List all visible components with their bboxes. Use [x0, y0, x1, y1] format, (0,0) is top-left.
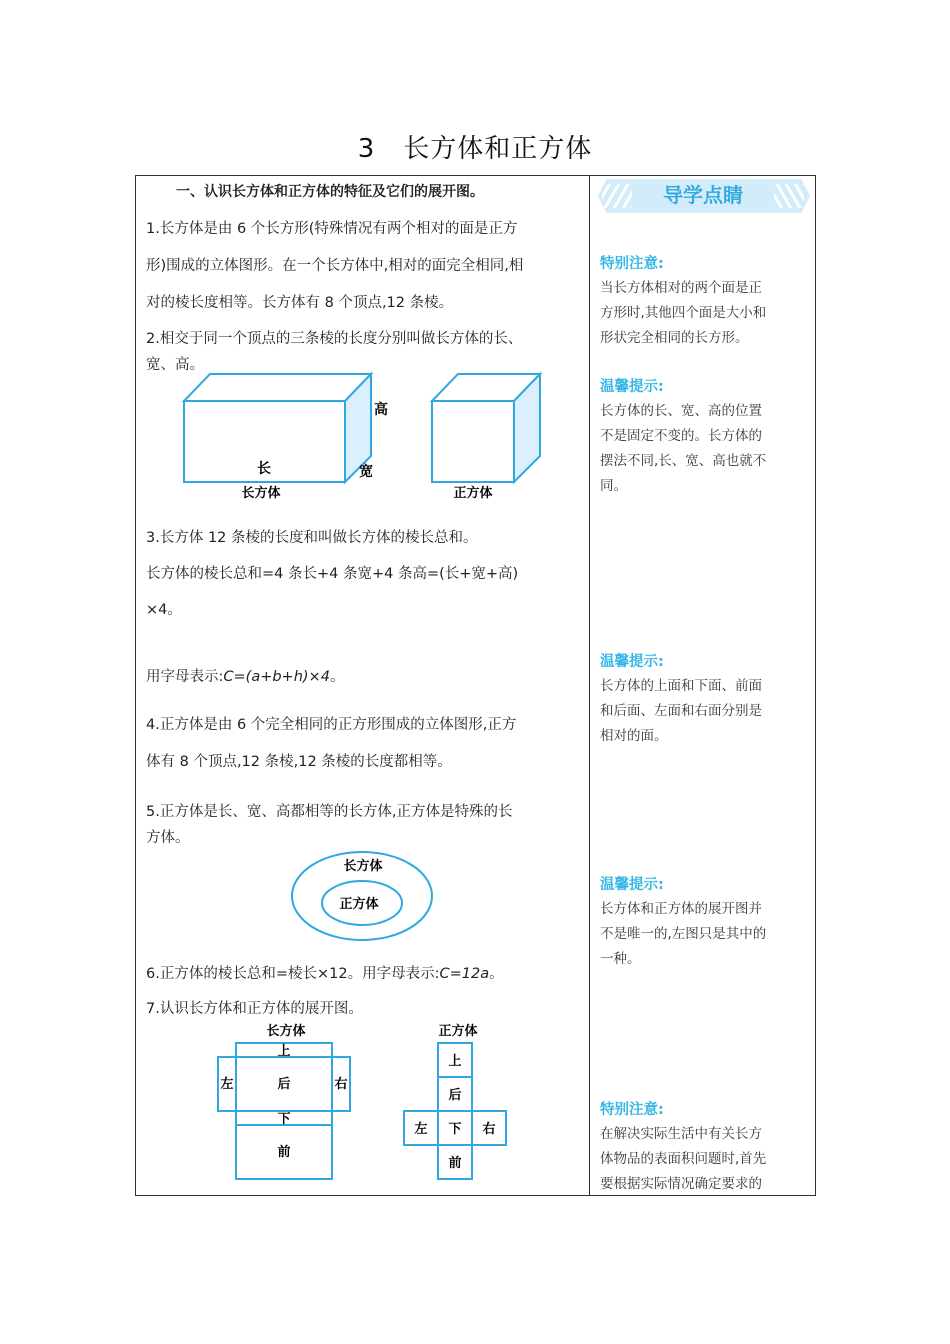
net-cube-left: 左 — [414, 1122, 428, 1137]
tip-2-line: 同。 — [600, 478, 627, 494]
tip-1-title: 特别注意: — [600, 256, 664, 272]
tip-4-body — [600, 897, 808, 972]
tip-3-line: 相对的面。 — [600, 728, 668, 744]
p2-line2: 宽、高。 — [146, 357, 204, 373]
net-cuboid-front: 前 — [277, 1145, 291, 1160]
content-table — [135, 175, 816, 1196]
tip-3-line: 和后面、左面和右面分别是 — [600, 703, 762, 719]
tip-5-body — [600, 1122, 808, 1197]
tip-1-line: 当长方体相对的两个面是正 — [600, 280, 762, 296]
title-text: 长方体和正方体 — [403, 134, 593, 164]
net-cuboid-bottom: 下 — [277, 1112, 291, 1127]
tip-5-line: 在解决实际生活中有关长方 — [600, 1126, 762, 1142]
net-cube-back: 后 — [448, 1088, 462, 1103]
main-column — [136, 176, 589, 1195]
paragraph-7 — [146, 996, 576, 1022]
net-cuboid-top: 上 — [277, 1044, 291, 1059]
tip-2-line: 长方体的长、宽、高的位置 — [600, 403, 762, 419]
net-cube-top: 上 — [448, 1054, 462, 1069]
p7-line1: 7.认识长方体和正方体的展开图。 — [146, 1001, 363, 1017]
tip-2-line: 摆法不同,长、宽、高也就不 — [600, 453, 767, 469]
net-cuboid-left: 左 — [220, 1077, 234, 1092]
label-height: 高 — [374, 402, 388, 418]
sidebar-column — [590, 176, 816, 1195]
p4-line2: 体有 8 个顶点,12 条棱,12 条棱的长度都相等。 — [146, 754, 452, 770]
p3-line3: ×4。 — [146, 602, 182, 618]
section-heading: 一、认识长方体和正方体的特征及它们的展开图。 — [176, 184, 484, 200]
net-cube-bottom: 下 — [448, 1122, 462, 1137]
p3-formula-prefix: 用字母表示: — [146, 669, 224, 685]
p5-line1: 5.正方体是长、宽、高都相等的长方体,正方体是特殊的长 — [146, 804, 513, 820]
paragraph-3 — [146, 525, 576, 623]
tip-1-line: 方形时,其他四个面是大小和 — [600, 305, 767, 321]
tip-4-line: 长方体和正方体的展开图并 — [600, 901, 762, 917]
p1-line2: 形)围成的立体图形。在一个长方体中,相对的面完全相同,相 — [146, 258, 524, 274]
tip-5-line: 体物品的表面积问题时,首先 — [600, 1151, 767, 1167]
p6-prefix: 6.正方体的棱长总和=棱长×12。用字母表示: — [146, 966, 440, 982]
net-cuboid-right: 右 — [334, 1077, 348, 1092]
p4-line1: 4.正方体是由 6 个完全相同的正方形围成的立体图形,正方 — [146, 717, 517, 733]
p5-line2: 方体。 — [146, 830, 190, 846]
p3-formula-suffix: 。 — [329, 669, 345, 685]
tip-2-body — [600, 399, 808, 499]
sidebar-banner-text: 导学点睛 — [663, 183, 743, 207]
paragraph-6 — [146, 961, 576, 987]
p2-line1: 2.相交于同一个顶点的三条棱的长度分别叫做长方体的长、 — [146, 331, 523, 347]
cube-drawing — [432, 374, 540, 482]
tip-2-line: 不是固定不变的。长方体的 — [600, 428, 762, 444]
tip-3-title: 温馨提示: — [600, 654, 664, 670]
net-cuboid-back: 后 — [277, 1077, 291, 1092]
nets-figure — [136, 1021, 589, 1191]
net-cube-front: 前 — [448, 1156, 462, 1171]
tip-3-body — [600, 674, 808, 749]
tip-5-title: 特别注意: — [600, 1102, 664, 1118]
p3-line2: 长方体的棱长总和=4 条长+4 条宽+4 条高=(长+宽+高) — [146, 566, 519, 582]
paragraph-3-formula — [146, 664, 576, 690]
net-cube-caption: 正方体 — [438, 1024, 478, 1039]
net-cube-right: 右 — [482, 1122, 496, 1137]
tip-4-line: 一种。 — [600, 951, 641, 967]
cuboid-cube-figure — [136, 366, 589, 506]
venn-inner-label: 正方体 — [339, 897, 379, 912]
venn-figure — [286, 846, 436, 946]
venn-outer-label: 长方体 — [343, 859, 383, 874]
page-title — [0, 128, 950, 165]
tip-2-title: 温馨提示: — [600, 379, 664, 395]
tip-1-body — [600, 276, 808, 351]
paragraph-5 — [146, 799, 576, 851]
p6-suffix: 。 — [489, 966, 504, 982]
paragraph-1 — [146, 216, 576, 316]
tip-5-line: 要根据实际情况确定要求的 — [600, 1176, 762, 1192]
label-length: 长 — [257, 461, 271, 477]
net-cuboid-caption: 长方体 — [266, 1024, 306, 1039]
label-width: 宽 — [359, 464, 373, 480]
tip-4-line: 不是唯一的,左图只是其中的 — [600, 926, 767, 942]
p6-formula: C=12a — [439, 966, 490, 982]
p1-line1: 1.长方体是由 6 个长方形(特殊情况有两个相对的面是正方 — [146, 221, 518, 237]
p1-line3: 对的棱长度相等。长方体有 8 个顶点,12 条棱。 — [146, 295, 454, 311]
caption-cuboid: 长方体 — [241, 486, 281, 501]
title-number: 3 — [357, 134, 376, 164]
caption-cube: 正方体 — [453, 486, 493, 501]
tip-4-title: 温馨提示: — [600, 877, 664, 893]
paragraph-4 — [146, 712, 576, 775]
p3-line1: 3.长方体 12 条棱的长度和叫做长方体的棱长总和。 — [146, 530, 478, 546]
tip-1-line: 形状完全相同的长方形。 — [600, 330, 749, 346]
tip-3-line: 长方体的上面和下面、前面 — [600, 678, 762, 694]
cuboid-drawing — [184, 374, 371, 482]
p3-formula: C=(a+b+h)×4 — [223, 669, 330, 685]
